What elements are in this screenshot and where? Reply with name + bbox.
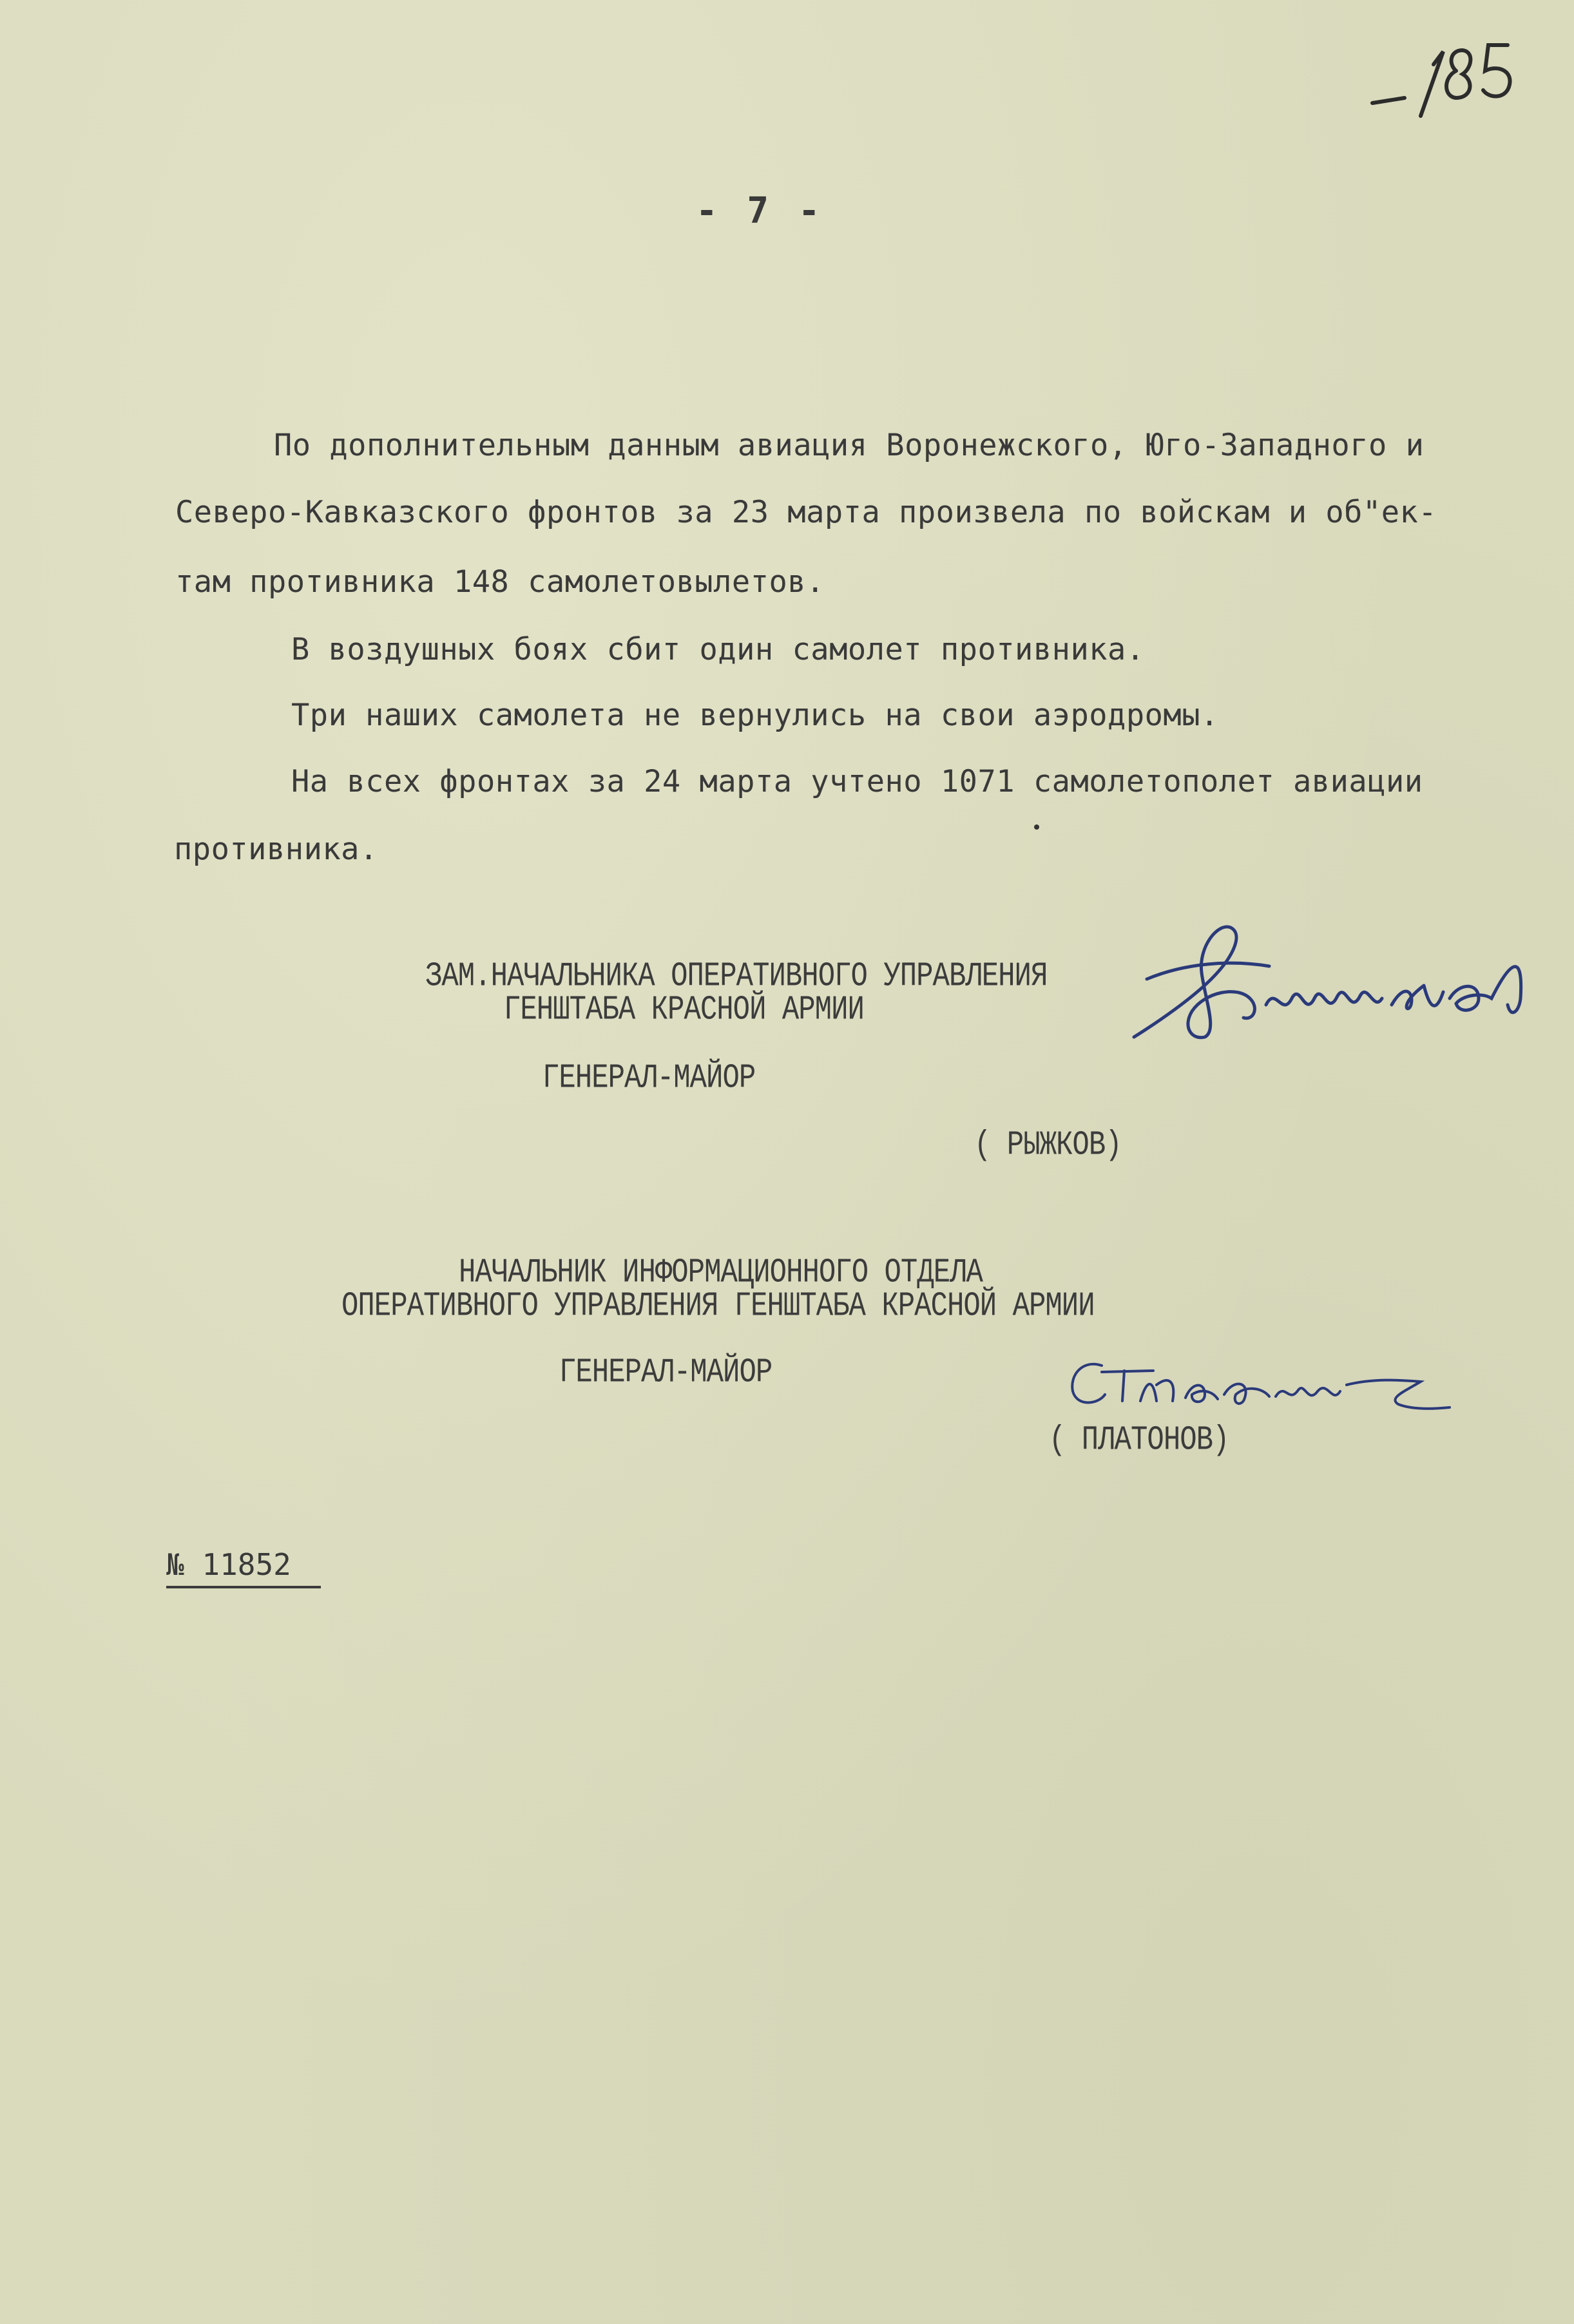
paragraph-4-line-1: На всех фронтах за 24 марта учтено 1071 самолетополет авиации <box>291 764 1423 799</box>
paragraph-4-line-2: противника. <box>174 832 378 867</box>
signature-2-title-line-2: ОПЕРАТИВНОГО УПРАВЛЕНИЯ ГЕНШТАБА КРАСНОЙ АРМИИ <box>341 1287 1095 1326</box>
archive-page-number-handwritten <box>1359 26 1553 129</box>
ink-dot <box>1034 824 1039 830</box>
signature-2-name: ( ПЛАТОНОВ) <box>1049 1421 1229 1460</box>
signature-2-rank: ГЕНЕРАЛ-МАЙОР <box>559 1353 773 1393</box>
signature-ryzhkov-handwritten <box>1121 908 1559 1056</box>
paragraph-3: Три наших самолета не вернулись на свои аэродромы. <box>291 698 1219 733</box>
paragraph-1-line-1: По дополнительным данным авиация Воронежского, Юго-Западного и <box>274 428 1425 463</box>
paragraph-1-line-2: Северо-Кавказского фронтов за 23 марта произвела по войскам и об"ек- <box>175 495 1437 530</box>
document-registration-number: № 11852 <box>166 1547 321 1588</box>
signature-2-title-line-1: НАЧАЛЬНИК ИНФОРМАЦИОННОГО ОТДЕЛА <box>459 1253 983 1293</box>
signature-1-rank: ГЕНЕРАЛ-МАЙОР <box>542 1059 756 1098</box>
paragraph-2: В воздушных боях сбит один самолет противника. <box>291 632 1145 667</box>
paragraph-1-line-3: там противника 148 самолетовылетов. <box>175 564 825 600</box>
signature-1-name: ( РЫЖКОВ) <box>974 1126 1122 1165</box>
signature-platonov-handwritten <box>1063 1340 1463 1424</box>
signature-1-title-line-2: ГЕНШТАБА КРАСНОЙ АРМИИ <box>504 991 864 1030</box>
signature-1-title-line-1: ЗАМ.НАЧАЛЬНИКА ОПЕРАТИВНОГО УПРАВЛЕНИЯ <box>425 957 1048 996</box>
page-number: - 7 - <box>696 190 824 232</box>
